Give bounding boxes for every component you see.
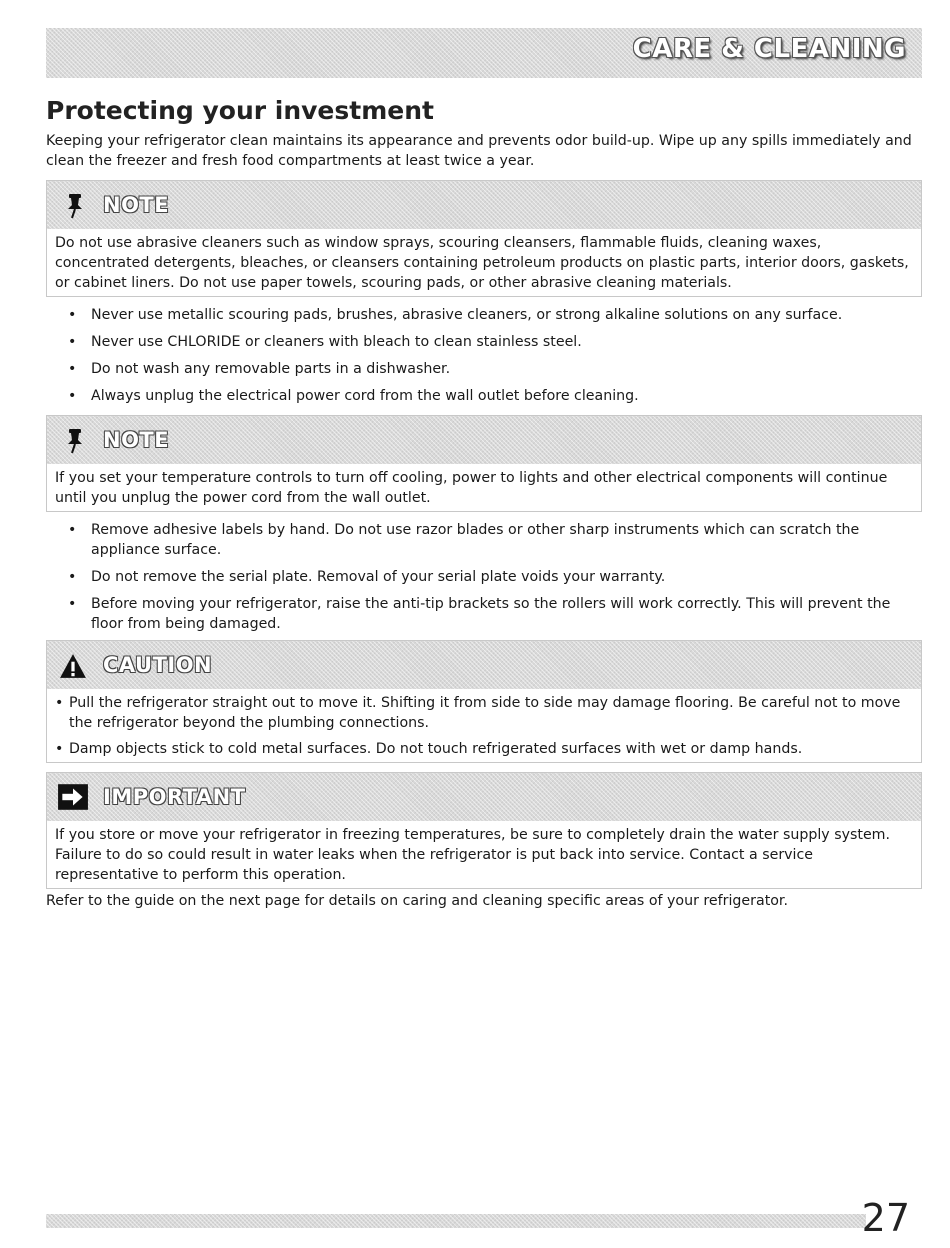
note-label: NOTE [103, 428, 170, 452]
important-text: If you store or move your refrigerator in freezing temperatures, be sure to completely drain the water supply system. Failure to do so could result in water leaks when the refrigerator is put back into service. Contact a service representative to perform this operation. [55, 827, 890, 883]
list-item: • Do not remove the serial plate. Removal of your serial plate voids your warranty. [46, 567, 920, 587]
important-label: IMPORTANT [103, 785, 246, 809]
header-band [46, 28, 922, 78]
note-body [47, 229, 921, 296]
warning-triangle-icon [59, 653, 87, 679]
section-header-title: CARE & CLEANING [632, 34, 906, 64]
bullet-list-2 [46, 520, 920, 641]
caution-label: CAUTION [103, 653, 213, 677]
pushpin-icon [63, 428, 87, 454]
page-number: 27 [861, 1196, 910, 1240]
list-item: • Do not wash any removable parts in a dishwasher. [46, 359, 920, 379]
important-callout [46, 772, 922, 889]
arrow-right-box-icon [57, 783, 89, 811]
note-header [47, 181, 921, 229]
note-label: NOTE [103, 193, 170, 217]
caution-item: • Damp objects stick to cold metal surfaces. Do not touch refrigerated surfaces with wet or damp hands. [55, 739, 913, 759]
list-item: • Always unplug the electrical power cord from the wall outlet before cleaning. [46, 386, 920, 406]
footer-paragraph: Refer to the guide on the next page for details on caring and cleaning specific areas of your refrigerator. [46, 893, 788, 909]
page-title: Protecting your investment [46, 96, 434, 125]
intro-paragraph: Keeping your refrigerator clean maintains its appearance and prevents odor build-up. Wipe up any spills immediately and clean the freezer and fresh food compartments at least twice a year. [46, 133, 912, 169]
note-body [47, 464, 921, 511]
note-text: Do not use abrasive cleaners such as window sprays, scouring cleansers, flammable fluids, cleaning waxes, concentrated detergents, bleaches, or cleansers containing petroleum products on plastic parts, interior doors, gaskets, or cabinet liners. Do not use paper towels, scouring pads, or other abrasive cleaning materials. [55, 235, 909, 291]
caution-body [47, 689, 921, 762]
list-item: • Never use metallic scouring pads, brushes, abrasive cleaners, or strong alkaline solutions on any surface. [46, 305, 920, 325]
footer-band [46, 1214, 866, 1228]
note-callout-2 [46, 415, 922, 512]
caution-callout [46, 640, 922, 763]
bullet-list-1 [46, 305, 920, 413]
list-item: • Remove adhesive labels by hand. Do not use razor blades or other sharp instruments which can scratch the appliance surface. [46, 520, 920, 560]
list-item: • Never use CHLORIDE or cleaners with bleach to clean stainless steel. [46, 332, 920, 352]
list-item: • Before moving your refrigerator, raise the anti-tip brackets so the rollers will work correctly. This will prevent the floor from being damaged. [46, 594, 920, 634]
note-callout-1 [46, 180, 922, 297]
important-header [47, 773, 921, 821]
caution-item: • Pull the refrigerator straight out to move it. Shifting it from side to side may damage flooring. Be careful not to move the refrigerator beyond the plumbing connections. [55, 693, 913, 733]
important-body [47, 821, 921, 888]
note-header [47, 416, 921, 464]
pushpin-icon [63, 193, 87, 219]
note-text: If you set your temperature controls to turn off cooling, power to lights and other electrical components will continue until you unplug the power cord from the wall outlet. [55, 470, 888, 506]
caution-header [47, 641, 921, 689]
